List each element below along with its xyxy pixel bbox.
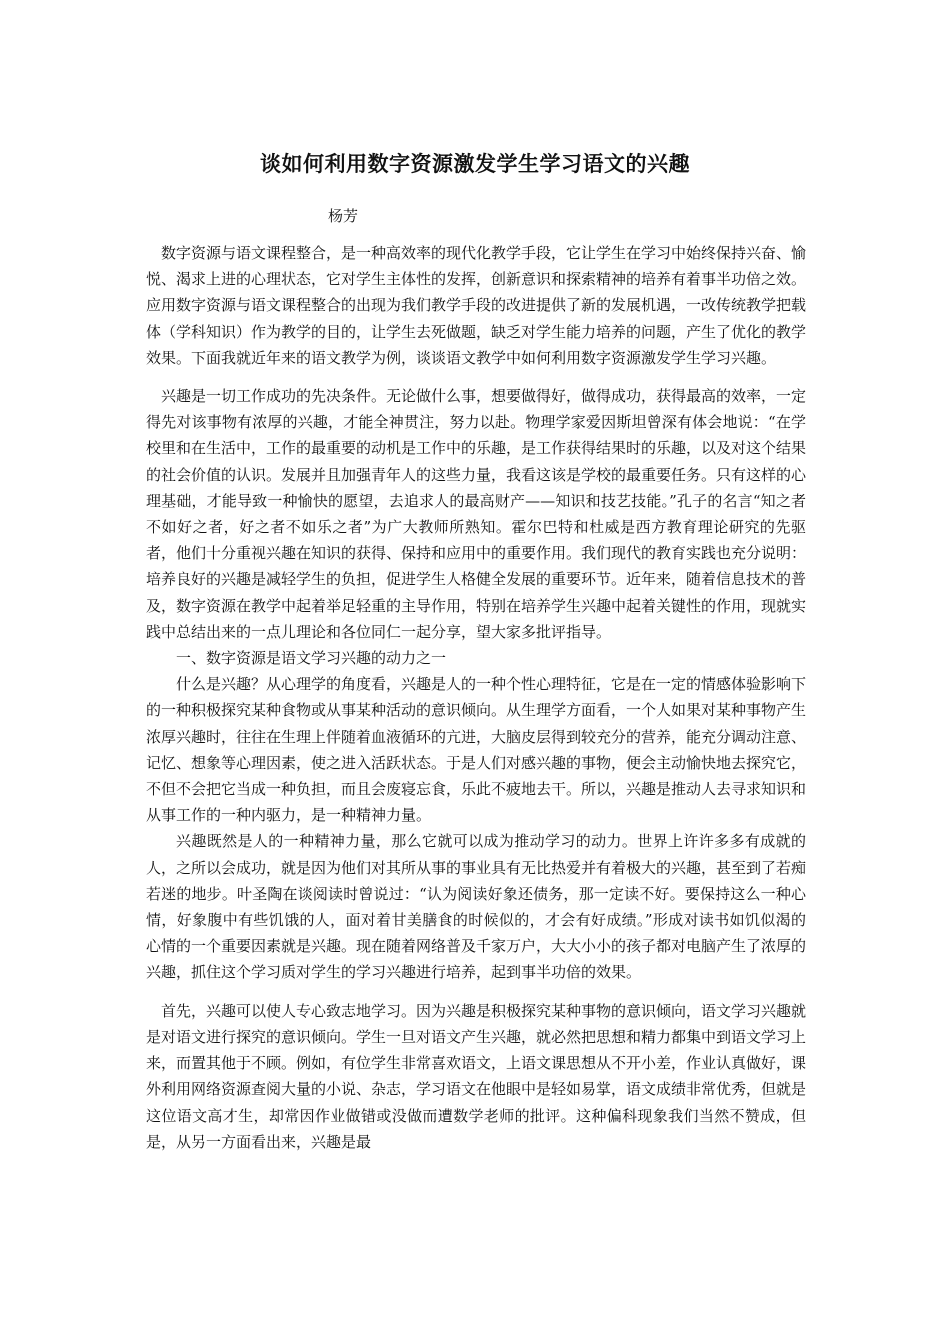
- paragraph-what-is-interest: 什么是兴趣？从心理学的角度看，兴趣是人的一种个性心理特征，它是在一定的情感体验影响下的一种积极探究某种食物或从事某种活动的意识倾向。从生理学方面看，一个人如果对某种事物产生浓厚兴趣时，往往在生理上伴随着血液循环的亢进，大脑皮层得到较充分的营养，能充分调动注意、记忆、想象等心理因素，使之进入活跃状态。于是人们对感兴趣的事物，便会主动愉快地去探究它，不但不会把它当成一种负担，而且会废寝忘食，乐此不疲地去干。所以，兴趣是推动人去寻求知识和从事工作的一种内驱力，是一种精神力量。: [146, 675, 807, 825]
- document-title: 谈如何利用数字资源激发学生学习语文的兴趣: [260, 151, 690, 176]
- author-name: 杨芳: [328, 207, 359, 225]
- document-body: [146, 240, 806, 1155]
- paragraph-first-point: 首先，兴趣可以使人专心致志地学习。因为兴趣是积极探究某种事物的意识倾向，语文学习兴趣就是对语文进行探究的意识倾向。学生一旦对语文产生兴趣，就必然把思想和精力都集中到语文学习上来，而置其他于不顾。例如，有位学生非常喜欢语文，上语文课思想从不开小差，作业认真做好，课外利用网络资源查阅大量的小说、杂志，学习语文在他眼中是轻如易掌，语文成绩非常优秀，但就是这位语文高才生，却常因作业做错或没做而遭数学老师的批评。这种偏科现象我们当然不赞成，但是，从另一方面看出来，兴趣是最: [146, 1001, 807, 1151]
- paragraph-interest-as-force: 兴趣既然是人的一种精神力量，那么它就可以成为推动学习的动力。世界上许许多多有成就的人，之所以会成功，就是因为他们对其所从事的事业具有无比热爱并有着极大的兴趣，甚至到了若痴若迷的地步。叶圣陶在谈阅读时曾说过：“认为阅读好象还债务，那一定读不好。要保持这么一种心情，好象腹中有些饥饿的人，面对着甘美膳食的时候似的，才会有好成绩。”形成对读书如饥似渴的心情的一个重要因素就是兴趣。现在随着网络普及千家万户，大大小小的孩子都对电脑产生了浓厚的兴趣，抓住这个学习质对学生的学习兴趣进行培养，起到事半功倍的效果。: [146, 832, 807, 982]
- paragraph-interest-importance: 兴趣是一切工作成功的先决条件。无论做什么事，想要做得好，做得成功，获得最高的效率，一定得先对该事物有浓厚的兴趣，才能全神贯注，努力以赴。物理学家爱因斯坦曾深有体会地说：“在学校里和在生活中，工作的最重要的动机是工作中的乐趣，是工作获得结果时的乐趣，以及对这个结果的社会价值的认识。发展并且加强青年人的这些力量，我看这该是学校的最重要任务。只有这样的心理基础，才能导致一种愉快的愿望，去追求人的最高财产——知识和技艺技能。”孔子的名言“知之者不如好之者，好之者不如乐之者”为广大教师所熟知。霍尔巴特和杜威是西方教育理论研究的先驱者，他们十分重视兴趣在知识的获得、保持和应用中的重要作用。我们现代的教育实践也充分说明：培养良好的兴趣是减轻学生的负担，促进学生人格健全发展的重要环节。近年来，随着信息技术的普及，数字资源在教学中起着举足轻重的主导作用，特别在培养学生兴趣中起着关键性的作用，现就实践中总结出来的一点儿理论和各位同仁一起分享，望大家多批评指导。: [146, 387, 807, 641]
- section-heading-1: 一、数字资源是语文学习兴趣的动力之一: [176, 649, 447, 668]
- paragraph-intro: 数字资源与语文课程整合，是一种高效率的现代化教学手段，它让学生在学习中始终保持兴奋、愉悦、渴求上进的心理状态，它对学生主体性的发挥，创新意识和探索精神的培养有着事半功倍之效。应用数字资源与语文课程整合的出现为我们教学手段的改进提供了新的发展机遇，一改传统教学把载体（学科知识）作为教学的目的，让学生去死做题，缺乏对学生能力培养的问题，产生了优化的教学效果。下面我就近年来的语文教学为例，谈谈语文教学中如何利用数字资源激发学生学习兴趣。: [146, 244, 807, 367]
